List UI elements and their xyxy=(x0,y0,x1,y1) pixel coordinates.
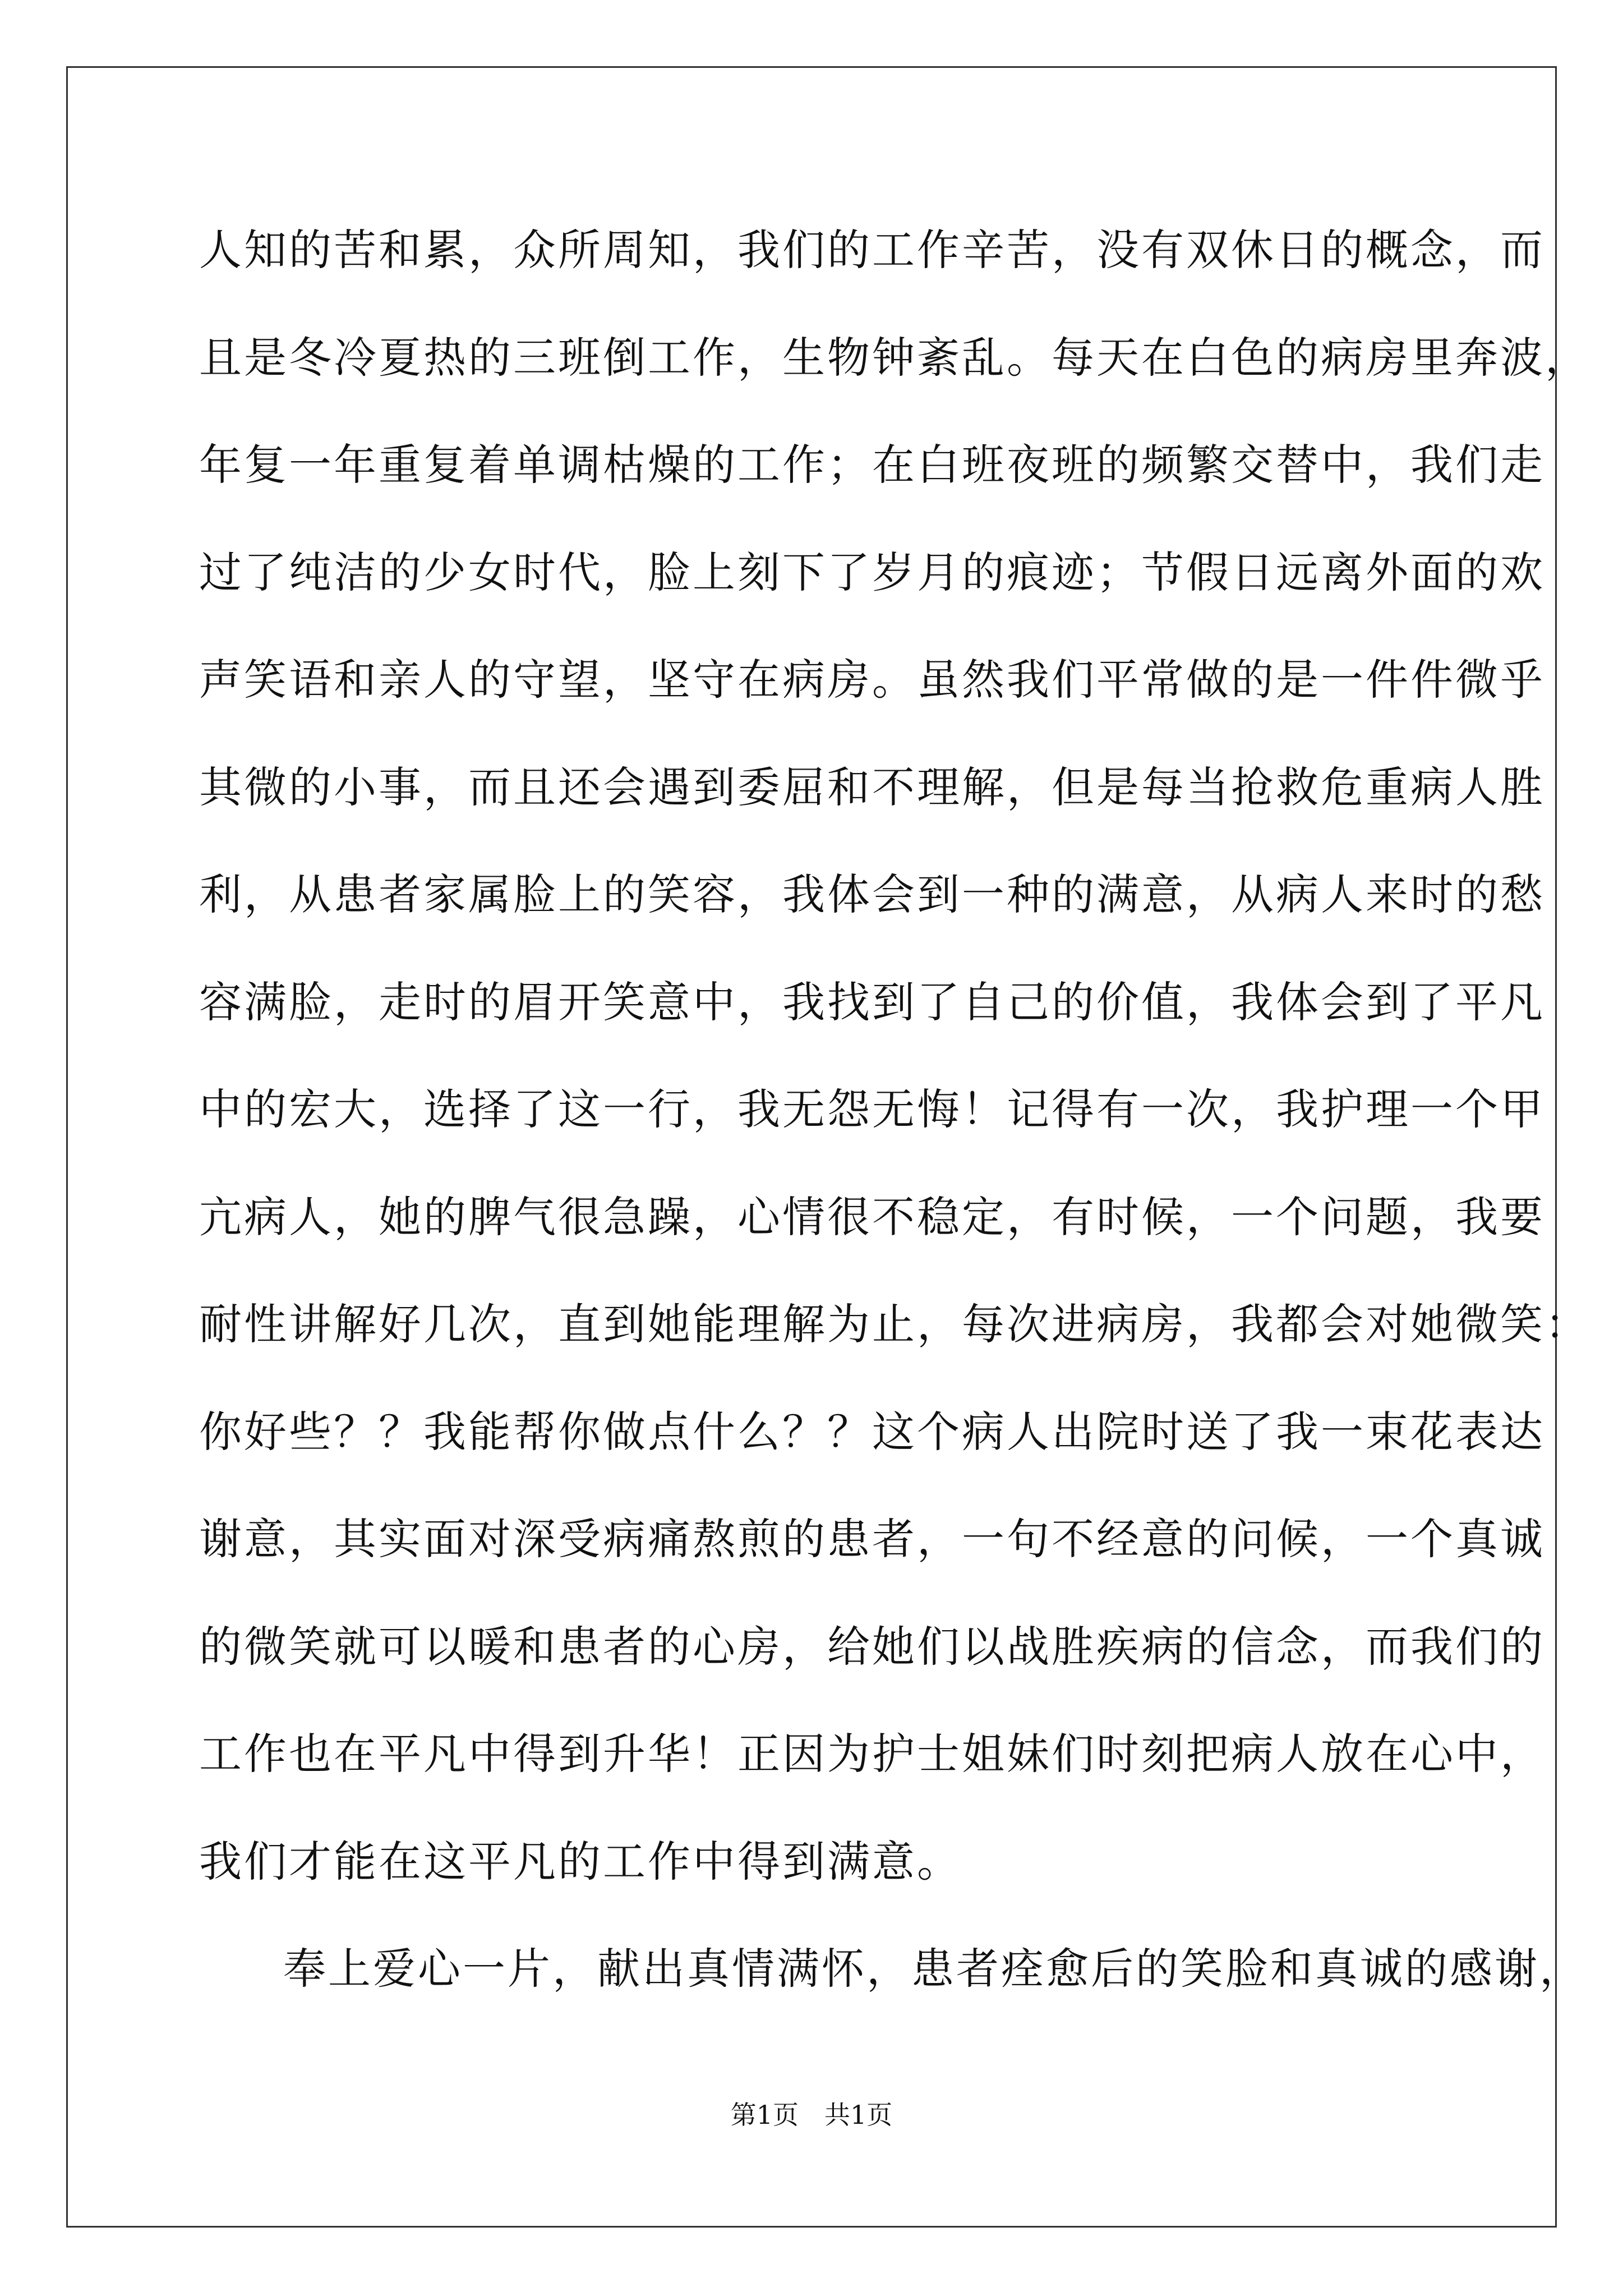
text-line: 利，从患者家属脸上的笑容，我体会到一种的满意，从病人来时的愁 xyxy=(199,869,1545,919)
text-line: 亢病人，她的脾气很急躁，心情很不稳定，有时候，一个问题，我要 xyxy=(199,1191,1545,1242)
document-body xyxy=(199,196,1590,2023)
page-number-footer: 第1页 共1页 xyxy=(730,2100,893,2130)
text-line: 声笑语和亲人的守望，坚守在病房。虽然我们平常做的是一件件微乎 xyxy=(199,655,1545,705)
text-line: 工作也在平凡中得到升华！正因为护士姐妹们时刻把病人放在心中， xyxy=(199,1729,1545,1779)
text-line: 的微笑就可以暖和患者的心房，给她们以战胜疾病的信念，而我们的 xyxy=(199,1621,1545,1672)
text-line: 耐性讲解好几次，直到她能理解为止，每次进病房，我都会对她微笑： xyxy=(199,1299,1590,1349)
text-line: 人知的苦和累，众所周知，我们的工作辛苦，没有双休日的概念，而 xyxy=(199,225,1545,275)
text-line: 其微的小事，而且还会遇到委屈和不理解，但是每当抢救危重病人胜 xyxy=(199,762,1545,812)
text-line: 谢意，其实面对深受病痛熬煎的患者，一句不经意的问候，一个真诚 xyxy=(199,1514,1545,1564)
text-line: 中的宏大，选择了这一行，我无怨无悔！记得有一次，我护理一个甲 xyxy=(199,1084,1545,1134)
text-line: 年复一年重复着单调枯燥的工作；在白班夜班的频繁交替中，我们走 xyxy=(199,440,1545,490)
text-line: 容满脸，走时的眉开笑意中，我找到了自己的价值，我体会到了平凡 xyxy=(199,977,1545,1027)
text-line: 你好些？？我能帮你做点什么？？这个病人出院时送了我一束花表达 xyxy=(199,1406,1545,1457)
paragraph-start-line: 奉上爱心一片，献出真情满怀，患者痊愈后的笑脸和真诚的感谢， xyxy=(283,1944,1584,1994)
text-line: 我们才能在这平凡的工作中得到满意。 xyxy=(199,1836,962,1887)
text-line: 且是冬冷夏热的三班倒工作，生物钟紊乱。每天在白色的病房里奔波， xyxy=(199,332,1590,383)
text-line: 过了纯洁的少女时代，脸上刻下了岁月的痕迹；节假日远离外面的欢 xyxy=(199,547,1545,597)
